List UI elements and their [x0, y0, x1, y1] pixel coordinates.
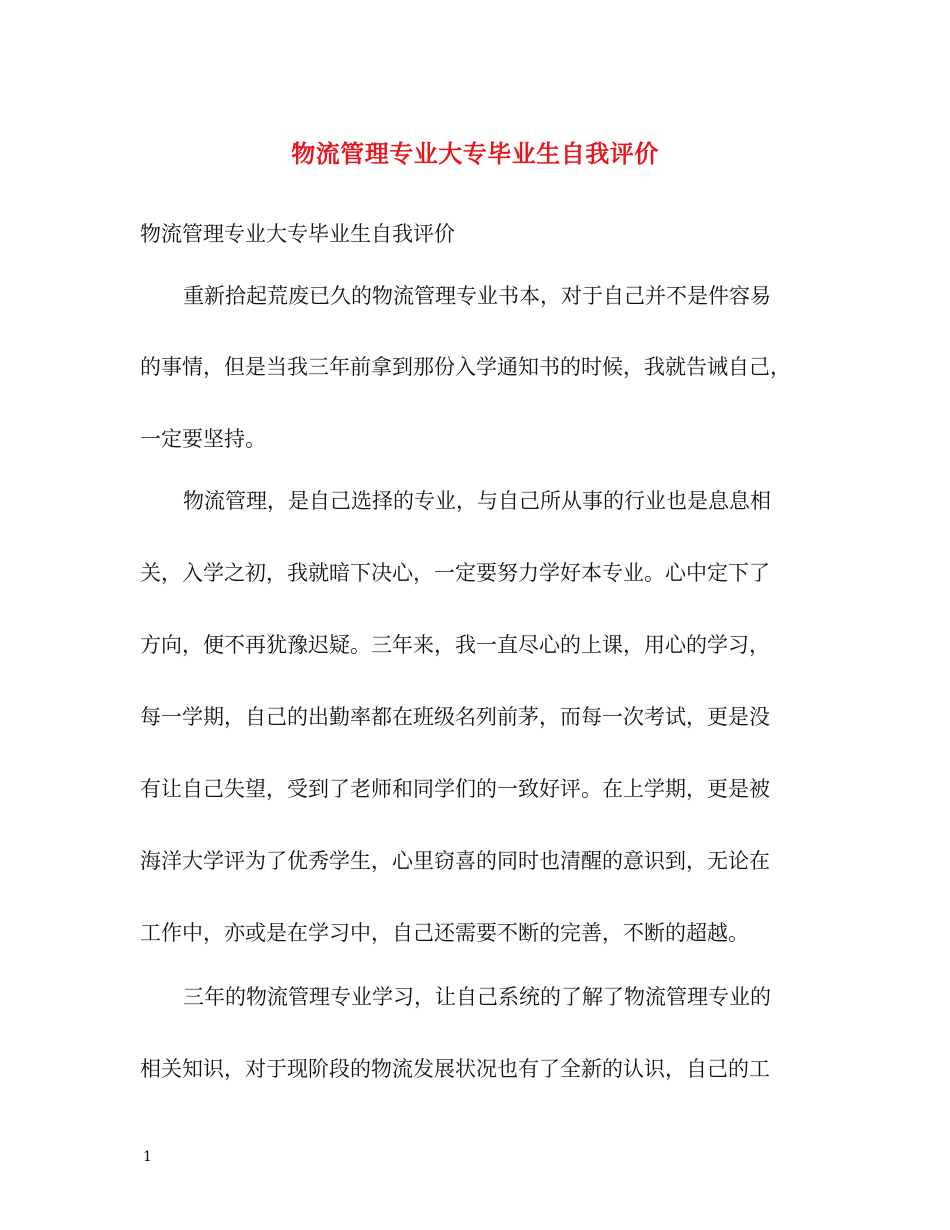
paragraph-line: 三年的物流管理专业学习，让自己系统的了解了物流管理专业的	[183, 985, 771, 1009]
paragraph-line: 工作中，亦或是在学习中，自己还需要不断的完善，不断的超越。	[140, 921, 749, 945]
paragraph-line: 方向，便不再犹豫迟疑。三年来，我一直尽心的上课，用心的学习，	[140, 633, 770, 657]
paragraph-line: 有让自己失望，受到了老师和同学们的一致好评。在上学期，更是被	[140, 777, 770, 801]
paragraph-line: 关，入学之初，我就暗下决心，一定要努力学好本专业。心中定下了	[140, 561, 770, 585]
paragraph-line: 海洋大学评为了优秀学生，心里窃喜的同时也清醒的意识到，无论在	[140, 849, 770, 873]
paragraph-line: 每一学期，自己的出勤率都在班级名列前茅，而每一次考试，更是没	[140, 705, 770, 729]
document-title: 物流管理专业大专毕业生自我评价	[291, 139, 659, 168]
paragraph-line: 重新拾起荒废已久的物流管理专业书本，对于自己并不是件容易	[183, 284, 771, 308]
document-subtitle: 物流管理专业大专毕业生自我评价	[140, 222, 455, 246]
paragraph-line: 的事情，但是当我三年前拿到那份入学通知书的时候，我就告诫自己，	[140, 355, 791, 379]
paragraph-line: 相关知识，对于现阶段的物流发展状况也有了全新的认识，自己的工	[140, 1057, 770, 1081]
paragraph-line: 物流管理，是自己选择的专业，与自己所从事的行业也是息息相	[183, 489, 771, 513]
paragraph-line: 一定要坚持。	[140, 427, 266, 451]
page-number: 1	[143, 1149, 152, 1165]
